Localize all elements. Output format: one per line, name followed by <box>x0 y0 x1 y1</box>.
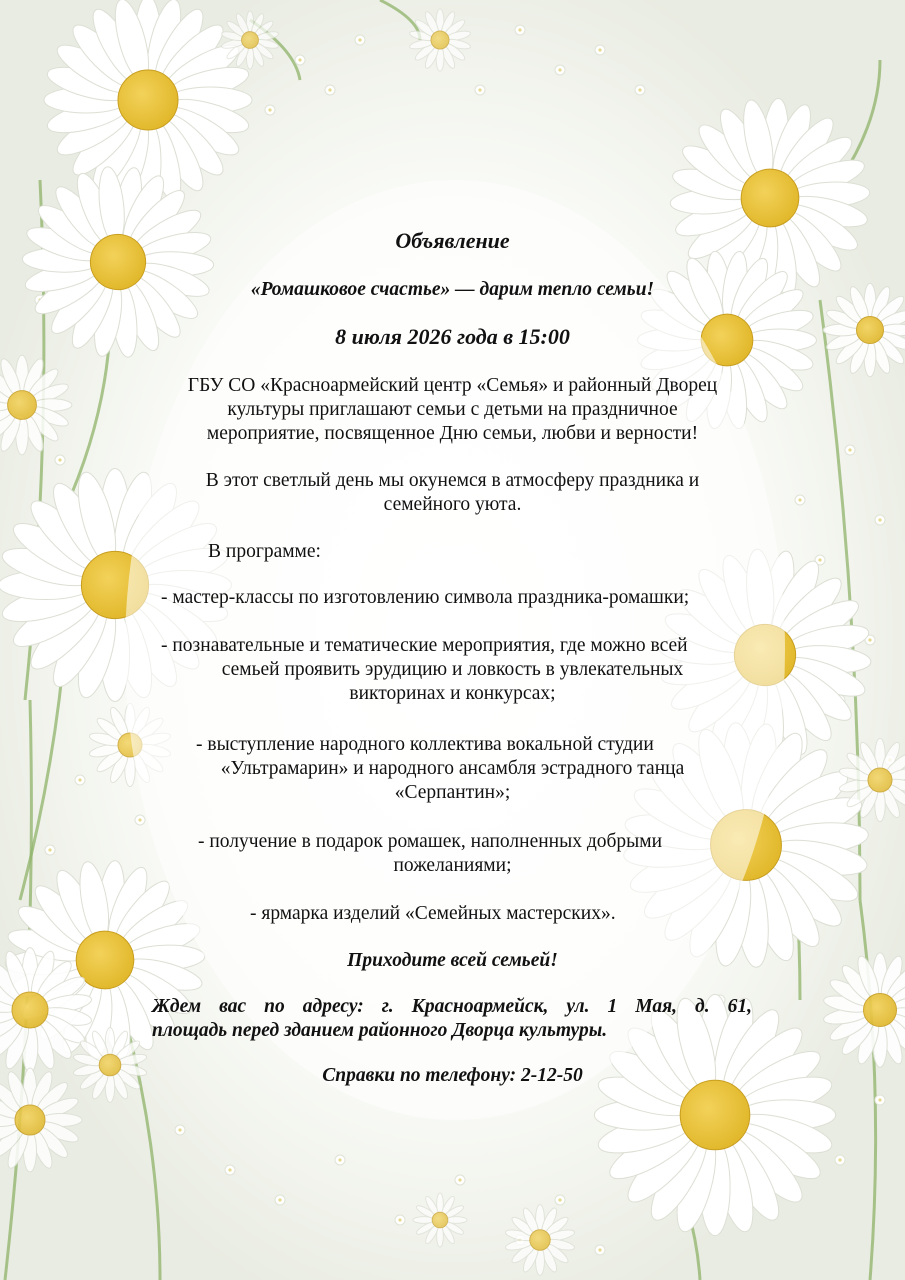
event-datetime: 8 июля 2026 года в 15:00 <box>335 324 570 349</box>
invite-text: Приходите всей семьей! <box>347 950 558 971</box>
mood-line: В этот светлый день мы окунемся в атмосферу праздника и <box>205 470 700 491</box>
address-line: Ждем вас по адресу: г. Красноармейск, ул. 1 Мая, д. 61, <box>152 996 752 1017</box>
program-item-continuation: «Ультрамарин» и народного ансамбля эстрадного танца <box>220 758 685 779</box>
program-item-continuation: викторинах и конкурсах; <box>349 683 556 704</box>
phone-info: Справки по телефону: 2-12-50 <box>322 1065 583 1086</box>
program-item-continuation: семьей проявить эрудицию и ловкость в увлекательных <box>221 659 684 680</box>
program-item: - ярмарка изделий «Семейных мастерских». <box>250 903 616 924</box>
program-item-continuation: пожеланиями; <box>393 855 512 876</box>
address-line: площадь перед зданием районного Дворца культуры. <box>152 1020 608 1041</box>
program-item-continuation: «Серпантин»; <box>394 782 511 803</box>
program-heading: В программе: <box>208 541 321 562</box>
intro-line: ГБУ СО «Красноармейский центр «Семья» и районный Дворец <box>187 375 718 396</box>
intro-line: культуры приглашают семьи с детьми на праздничное <box>227 399 678 420</box>
event-slogan: «Ромашковое счастье» — дарим тепло семьи! <box>250 279 655 300</box>
program-item: - познавательные и тематические мероприятия, где можно всей <box>161 635 688 656</box>
announcement-title: Объявление <box>395 228 510 253</box>
program-item: - выступление народного коллектива вокальной студии <box>196 734 654 755</box>
intro-line: мероприятие, посвященное Дню семьи, любви и верности! <box>206 423 699 444</box>
mood-line: семейного уюта. <box>383 494 522 515</box>
program-item: - мастер-классы по изготовлению символа праздника-ромашки; <box>161 587 690 608</box>
program-item: - получение в подарок ромашек, наполненных добрыми <box>198 831 663 852</box>
